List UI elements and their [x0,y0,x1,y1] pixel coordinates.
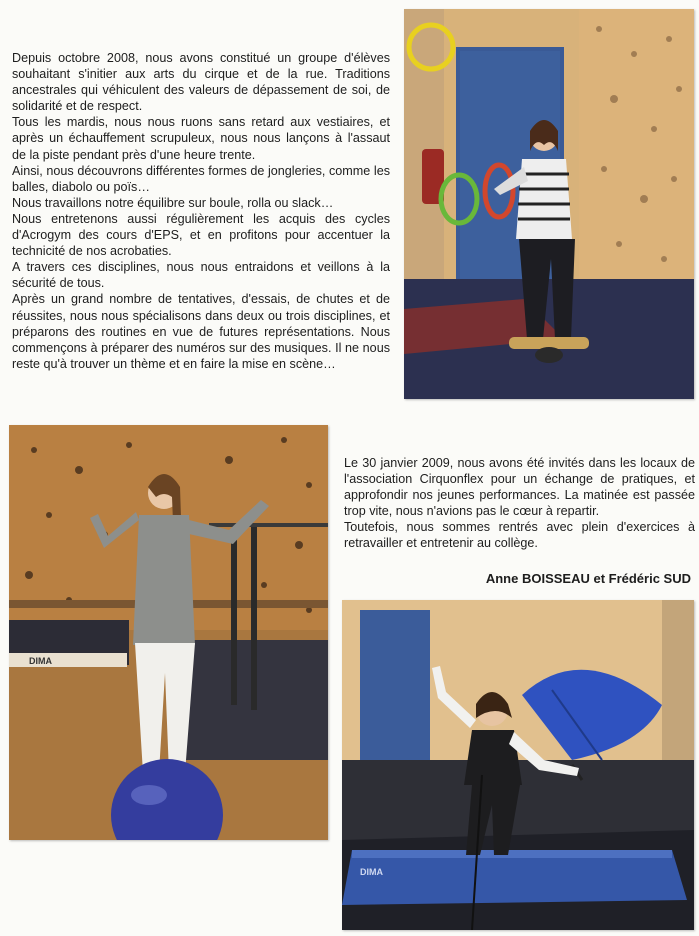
photo-juggling-girl [404,9,694,399]
intro-text [12,50,390,372]
paragraph: Toutefois, nous sommes rentrés avec plein d'exercices à retravailler et entretenir au collège. [344,520,695,551]
visit-text [344,455,695,552]
photo-umbrella-slackline [342,600,694,930]
paragraph: Après un grand nombre de tentatives, d'essais, de chutes et de réussites, nous nous spécialisons dans deux ou trois disciplines, et préparons des routines en vue de futures représentations. Nous commençons à préparer des numéros sur des musiques. Il ne nous reste qu'à trouver un thème et en faire la mise en scène… [12,292,390,371]
paragraph: Depuis octobre 2008, nous avons constitué un groupe d'élèves souhaitant s'initier aux arts du cirque et de la rue. Traditions ancestrales qui véhiculent des valeurs de dépassement de soi, de solidarité et de respect. [12,51,390,114]
paragraph: Nous entretenons aussi régulièrement les acquis des cycles d'Acrogym des cours d'EPS, et en profitons pour accentuer la technicité de nos acrobaties. [12,211,390,259]
paragraph: Le 30 janvier 2009, nous avons été invités dans les locaux de l'association Cirquonflex pour un échange de pratiques, et approfondir nos jeunes performances. La matinée est passée trop vite, nous n'avions pas le cœur à repartir. [344,456,695,519]
mat-label: DIMA [29,656,52,666]
paragraph: Tous les mardis, nous nous ruons sans retard aux vestiaires, et après un échauffement scrupuleux, nous nous lançons à l'assaut de la piste pendant près d'une heure trente. [12,115,390,162]
photo-ball-balance [9,425,328,840]
mat-label: DIMA [360,867,383,877]
paragraph: Nous travaillons notre équilibre sur boule, rolla ou slack… [12,195,334,210]
author-signature: Anne BOISSEAU et Frédéric SUD [485,571,691,586]
paragraph: A travers ces disciplines, nous nous entraidons et veillons à la sécurité de tous. [12,260,390,291]
paragraph: Ainsi, nous découvrons différentes formes de jongleries, comme les balles, diabolo ou poïs… [12,163,390,194]
